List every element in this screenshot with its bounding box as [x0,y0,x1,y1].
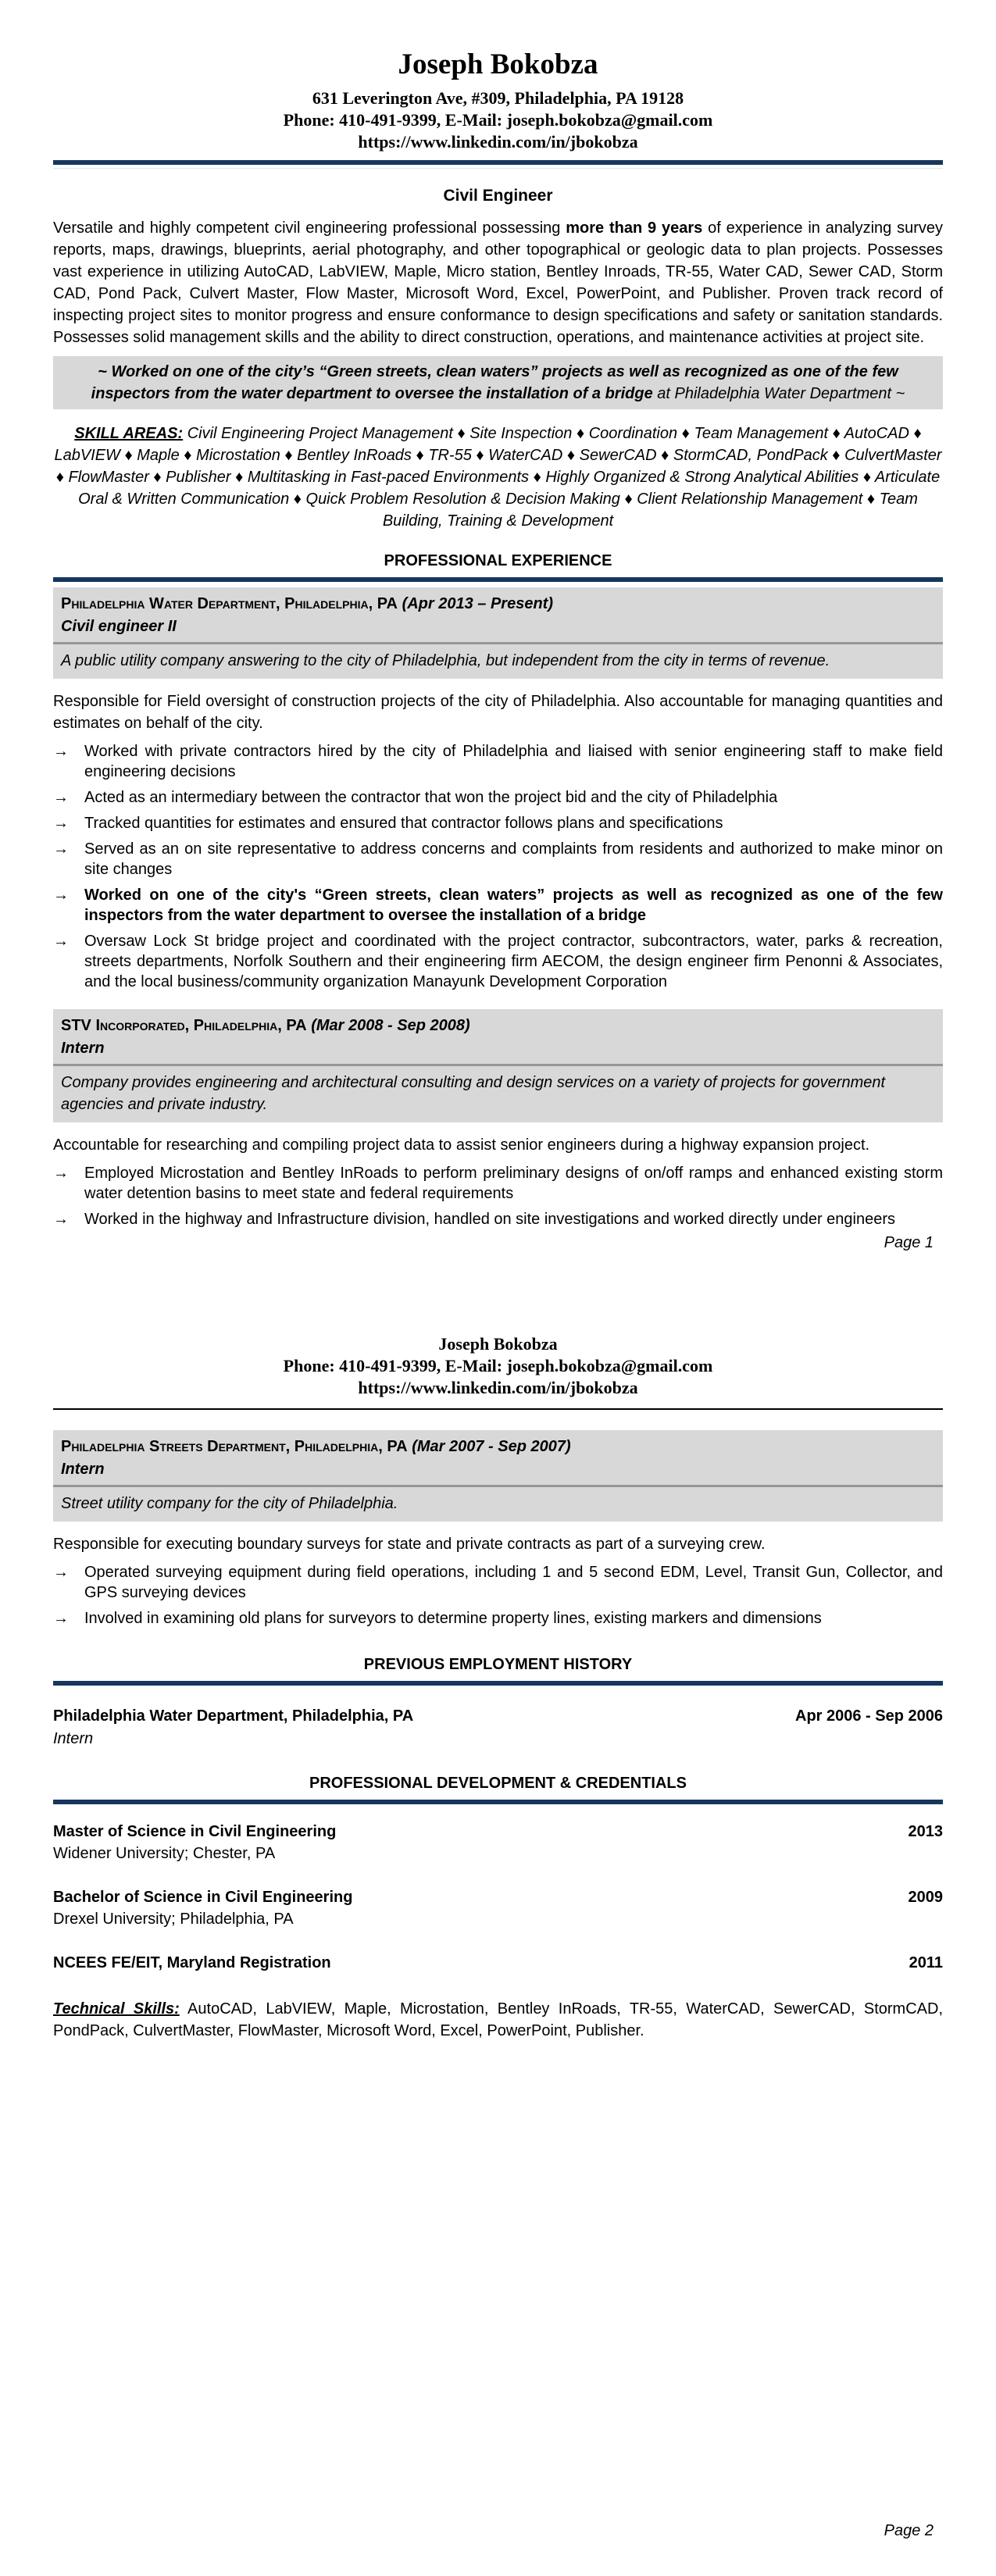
phone-email-line: Phone: 410-491-9399, E-Mail: joseph.bokobza@gmail.com [283,1356,713,1375]
job-bullets [53,1163,943,1229]
bullet-item-highlight [53,885,943,926]
company-name: Philadelphia Streets Department, Philadelphia, PA [61,1438,408,1455]
page-2 [0,1288,996,2576]
company-line [61,1014,935,1037]
job-intro: Accountable for researching and compiling project data to assist senior engineers during a highway expansion project. [53,1136,870,1154]
section-rule [53,1800,943,1804]
summary-paragraph [53,217,943,348]
company-description: Street utility company for the city of Philadelphia. [61,1495,398,1512]
page-number-1: Page 1 [884,1234,934,1251]
bullet-item [53,931,943,992]
page2-header [53,1288,943,1399]
bullet-item [53,1163,943,1204]
credential-school: Drexel University; Philadelphia, PA [53,1911,294,1928]
phone-email-line: Phone: 410-491-9399, E-Mail: joseph.bokobza@gmail.com [283,110,713,130]
technical-skills-label: Technical Skills: [53,2000,180,2018]
summary-lead: Versatile and highly competent civil engineering professional possessing [53,219,566,237]
bullet-arrow-icon: → [53,933,69,950]
job-header-streets-dept [53,1430,943,1522]
company-line [61,592,935,615]
section-rule [53,577,943,582]
credential-row [53,1887,943,1907]
bullet-item [53,839,943,879]
previous-employment-row [53,1706,943,1726]
credential-school: Widener University; Chester, PA [53,1845,276,1862]
candidate-name: Joseph Bokobza [438,1334,558,1354]
header-rule-accent [53,168,943,169]
page-number-2: Page 2 [884,2522,934,2539]
credential-title: NCEES FE/EIT, Maryland Registration [53,1954,331,1971]
bullet-text: Served as an on site representative to address concerns and complaints from residents and authorized to make minor on site changes [84,840,943,878]
bullet-text: Worked on one of the city's “Green streets, clean waters” projects as well as recognized as one of the few inspectors from the water department to oversee the installation of a bridge [84,887,943,924]
bullet-text: Operated surveying equipment during field operations, including 1 and 5 second EDM, Level, Transit Gun, Collector, and GPS surveying devices [84,1564,943,1601]
company-line [61,1435,935,1458]
job-dates: (Apr 2013 – Present) [402,595,553,612]
callout-bold-text: ~ Worked on one of the city’s “Green streets, clean waters” projects as well as recognized as one of the few inspectors from the water department to oversee the installation of a bridge [91,363,898,402]
bullet-arrow-icon: → [53,1211,69,1228]
section-rule [53,1681,943,1686]
bullet-item [53,1209,943,1229]
previous-dates: Apr 2006 - Sep 2006 [795,1707,943,1725]
job-bullets [53,1562,943,1629]
section-heading-experience: PROFESSIONAL EXPERIENCE [384,552,612,569]
role-title: Civil Engineer [443,187,553,205]
candidate-name: Joseph Bokobza [398,48,598,80]
company-name: STV Incorporated, Philadelphia, PA [61,1017,307,1034]
address-line: 631 Leverington Ave, #309, Philadelphia, PA 19128 [312,88,684,108]
summary-rest: of experience in analyzing survey reports, maps, drawings, blueprints, aerial photography, and other topographical or geologic data to plan projects. Possesses vast experience in utilizing AutoCAD, LabVIEW, Maple, Micro station, Bentley Inroads, TR-55, Water CAD, Sewer CAD, Storm CAD, Pond Pack, Culvert Master, Flow Master, Microsoft Word, Excel, PowerPoint, and Publisher. Proven track record of inspecting project sites to monitor progress and ensure conformance to design specifications and safety or sanitation standards. Possesses solid management skills and the ability to direct construction, operations, and maintenance activities at project site. [53,219,944,346]
job-title: Intern [61,1461,105,1478]
bullet-text: Acted as an intermediary between the contractor that won the project bid and the city of Philadelphia [84,789,778,806]
job-title: Intern [61,1040,105,1057]
page2-header-rule [53,1408,943,1410]
bullet-text: Worked in the highway and Infrastructure division, handled on site investigations and worked directly under engineers [84,1211,896,1228]
bullet-text: Worked with private contractors hired by the city of Philadelphia and liaised with senior engineering staff to make field engineering decisions [84,743,943,780]
job-divider [53,1485,943,1487]
bullet-arrow-icon: → [53,887,69,904]
bullet-arrow-icon: → [53,1564,69,1581]
technical-skills [53,1998,943,2042]
credential-title: Master of Science in Civil Engineering [53,1823,337,1840]
summary-bold: more than 9 years [566,219,703,237]
bullet-arrow-icon: → [53,789,69,806]
section-heading-previous-employment: PREVIOUS EMPLOYMENT HISTORY [363,1656,633,1673]
job-divider [53,642,943,644]
bullet-arrow-icon: → [53,743,69,760]
page1-header [53,48,943,153]
bullet-item [53,787,943,808]
previous-title: Intern [53,1730,94,1747]
bullet-arrow-icon: → [53,815,69,832]
achievement-callout [53,356,943,409]
callout-normal-text: at Philadelphia Water Department ~ [652,385,905,402]
bullet-text: Involved in examining old plans for surveyors to determine property lines, existing markers and dimensions [84,1610,822,1627]
bullet-arrow-icon: → [53,840,69,858]
company-description: Company provides engineering and architectural consulting and design services on a variety of projects for government agencies and private industry. [61,1074,886,1113]
company-description: A public utility company answering to the city of Philadelphia, but independent from the city in terms of revenue. [61,652,830,669]
bullet-item [53,813,943,833]
company-name: Philadelphia Water Department, Philadelphia, PA [61,595,398,612]
linkedin-url: https://www.linkedin.com/in/jbokobza [358,132,638,152]
bullet-text: Employed Microstation and Bentley InRoads to perform preliminary designs of on/off ramps and enhanced existing storm water detention basins to meet state and federal requirements [84,1165,943,1202]
credential-title: Bachelor of Science in Civil Engineering [53,1889,353,1906]
skill-areas [53,423,943,532]
job-title: Civil engineer II [61,618,177,635]
job-dates: (Mar 2008 - Sep 2008) [311,1017,470,1034]
job-intro: Responsible for Field oversight of construction projects of the city of Philadelphia. Also accountable for managing quantities and estimates on behalf of the city. [53,693,943,732]
credential-year: 2011 [909,1954,943,1971]
credential-row [53,1953,943,1973]
job-header-stv [53,1009,943,1122]
bullet-arrow-icon: → [53,1165,69,1182]
credential-year: 2009 [908,1889,943,1906]
credential-entry [53,1953,943,1973]
bullet-item [53,1608,943,1629]
skill-areas-list: Civil Engineering Project Management ♦ Site Inspection ♦ Coordination ♦ Team Management ♦ AutoCAD ♦ LabVIEW ♦ Maple ♦ Microstation ♦ Bentley InRoads ♦ TR-55 ♦ WaterCAD ♦ SewerCAD ♦ StormCAD, PondPack ♦ CulvertMaster ♦ FlowMaster ♦ Publisher ♦ Multitasking in Fast-paced Environments ♦ Highly Organized & Strong Analytical Abilities ♦ Articulate Oral & Written Communication ♦ Quick Problem Resolution & Decision Making ♦ Client Relationship Management ♦ Team Building, Training & Development [54,425,942,530]
bullet-text: Tracked quantities for estimates and ensured that contractor follows plans and specifications [84,815,723,832]
bullet-item [53,741,943,782]
section-heading-credentials: PROFESSIONAL DEVELOPMENT & CREDENTIALS [309,1775,687,1792]
job-header-water-dept [53,587,943,679]
job-intro: Responsible for executing boundary surveys for state and private contracts as part of a surveying crew. [53,1536,766,1553]
bullet-arrow-icon: → [53,1610,69,1627]
linkedin-url: https://www.linkedin.com/in/jbokobza [358,1378,638,1397]
job-bullets [53,741,943,992]
technical-skills-list: AutoCAD, LabVIEW, Maple, Microstation, Bentley InRoads, TR-55, WaterCAD, SewerCAD, StormCAD, PondPack, CulvertMaster, FlowMaster, Microsoft Word, Excel, PowerPoint, Publisher. [53,2000,943,2039]
credential-entry [53,1887,943,1929]
credential-entry [53,1821,943,1864]
skill-areas-label: SKILL AREAS: [74,425,184,442]
credential-row [53,1821,943,1842]
previous-company: Philadelphia Water Department, Philadelphia, PA [53,1707,414,1725]
bullet-item [53,1562,943,1603]
bullet-text: Oversaw Lock St bridge project and coordinated with the project contractor, subcontractors, water, parks & recreation, streets departments, Norfolk Southern and their engineering firm AECOM, the design engineer firm Penonni & Associates, and the local business/community organization Manayunk Development Corporation [84,933,943,990]
header-rule [53,160,943,165]
job-divider [53,1064,943,1066]
credential-year: 2013 [908,1823,943,1840]
job-dates: (Mar 2007 - Sep 2007) [412,1438,571,1455]
